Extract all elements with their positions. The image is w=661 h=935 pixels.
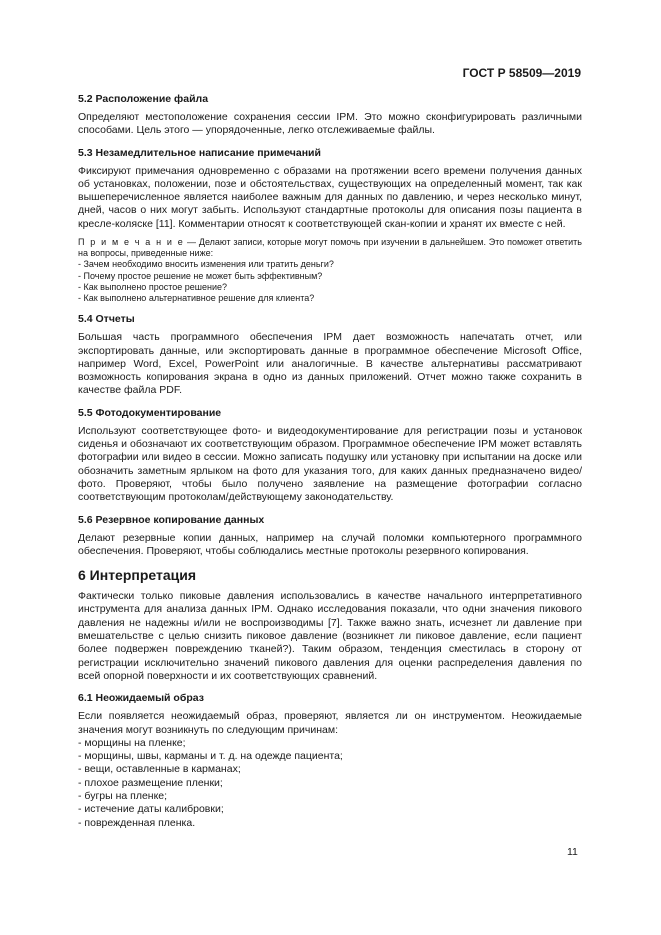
standard-code: ГОСТ Р 58509—2019	[462, 66, 581, 80]
note-text: — Делают записи, которые могут помочь при изучении в дальнейшем. Это поможет ответить на вопросы, приведенные ниже:	[78, 237, 582, 259]
list-item: - вещи, оставленные в карманах;	[78, 763, 241, 776]
document-body	[78, 92, 582, 832]
section-5-2	[78, 92, 582, 138]
list-item: - морщины на пленке;	[78, 736, 186, 749]
section-6	[78, 566, 582, 683]
paragraph: Большая часть программного обеспечения IPM дает возможность напечатать отчет, или экспортировать данные, или экспортировать данные в программное обеспечение Microsoft Office, например Word, Excel, PowerPoint или аналогичные. В качестве альтернативы рассматривают возможность копирования экрана в одно из данных приложений. Отчет можно также сохранить в качестве файла PDF.	[78, 331, 582, 397]
paragraph: Фактически только пиковые давления использовались в качестве начального интерпретативного инструмента для анализа данных IPM. Однако исследования показали, что одни значения пикового давления не надежны и/или не воспроизводимы [7]. Также важно знать, исчезнет ли давление при вмешательстве с целью снизить пиковое давление (возникнет ли пиковое давление, если пациент более подвержен повреждению тканей?). Таким образом, тенденция сместилась в сторону от регистрации исключительно значений пикового давления для оценки распределения давления по всей опорной поверхности и их соответствующих сравнений.	[78, 590, 582, 682]
section-heading: 5.3 Незамедлительное написание примечаний	[78, 146, 321, 159]
paragraph: Если появляется неожидаемый образ, проверяют, является ли он инструментом. Неожидаемые значения могут возникнуть по следующим причинам:	[78, 710, 582, 736]
list-item: - Как выполнено альтернативное решение для клиента?	[78, 293, 315, 304]
list-item: - Почему простое решение не может быть эффективным?	[78, 270, 323, 281]
section-5-5	[78, 406, 582, 505]
paragraph: Определяют местоположение сохранения сессии IPM. Это можно сконфигурировать различными способами. Цель этого — упорядоченные, легко отслеживаемые файлы.	[78, 111, 582, 137]
paragraph: Используют соответствующее фото- и видеодокументирование для регистрации позы и установок сиденья и обозначают их соответствующим образом. Программное обеспечение IPM может вставлять фотографии или видео в сессии. Можно записать подушку или установку при испытании на доске или обозначить заметным ярлыком на фото для указания того, для каких данных предназначено видео/фото. Проверяют, чтобы было получено заявление на размещение фотографии согласно соответствующим протоколам/действующему законодательству.	[78, 424, 582, 504]
note-label: П р и м е ч а н и е	[78, 237, 185, 248]
list-item: - бугры на пленке;	[78, 790, 168, 803]
section-5-6	[78, 513, 582, 559]
section-heading: 6.1 Неожидаемый образ	[78, 692, 204, 705]
section-heading: 5.4 Отчеты	[78, 313, 135, 326]
chapter-heading: 6 Интерпретация	[78, 567, 197, 584]
cause-list	[78, 737, 582, 830]
list-item: - Зачем необходимо вносить изменения или тратить деньги?	[78, 259, 334, 270]
list-item: - морщины, швы, карманы и т. д. на одежде пациента;	[78, 750, 343, 763]
section-heading: 5.2 Расположение файла	[78, 93, 209, 105]
paragraph: Фиксируют примечания одновременно с образами на протяжении всего времени получения данных об установках, положении, позе и обстоятельствах, существующих на определенный момент, так как вышеперечисленное является наиболее важным для данных по давлению, и через несколько минут, дней, часов о них могут забыть. Используют стандартные протоколы для описания позы пациента в кресле-коляске [11]. Комментарии относят к соответствующей скан-копии и хранят их вместе с ней.	[78, 164, 582, 230]
page-number: 11	[567, 846, 578, 858]
list-item: - истечение даты калибровки;	[78, 803, 224, 816]
section-6-1	[78, 691, 582, 830]
paragraph: Делают резервные копии данных, например на случай поломки компьютерного программного обеспечения. Проверяют, чтобы соблюдались местные протоколы резервного копирования.	[78, 531, 582, 557]
section-5-3	[78, 146, 582, 305]
list-item: - плохое размещение пленки;	[78, 776, 223, 789]
note-list	[78, 259, 582, 304]
list-item: - поврежденная пленка.	[78, 816, 196, 829]
section-heading: 5.5 Фотодокументирование	[78, 406, 222, 419]
section-heading: 5.6 Резервное копирование данных	[78, 513, 265, 526]
list-item: - Как выполнено простое решение?	[78, 281, 227, 292]
note	[78, 237, 582, 304]
section-5-4	[78, 312, 582, 397]
